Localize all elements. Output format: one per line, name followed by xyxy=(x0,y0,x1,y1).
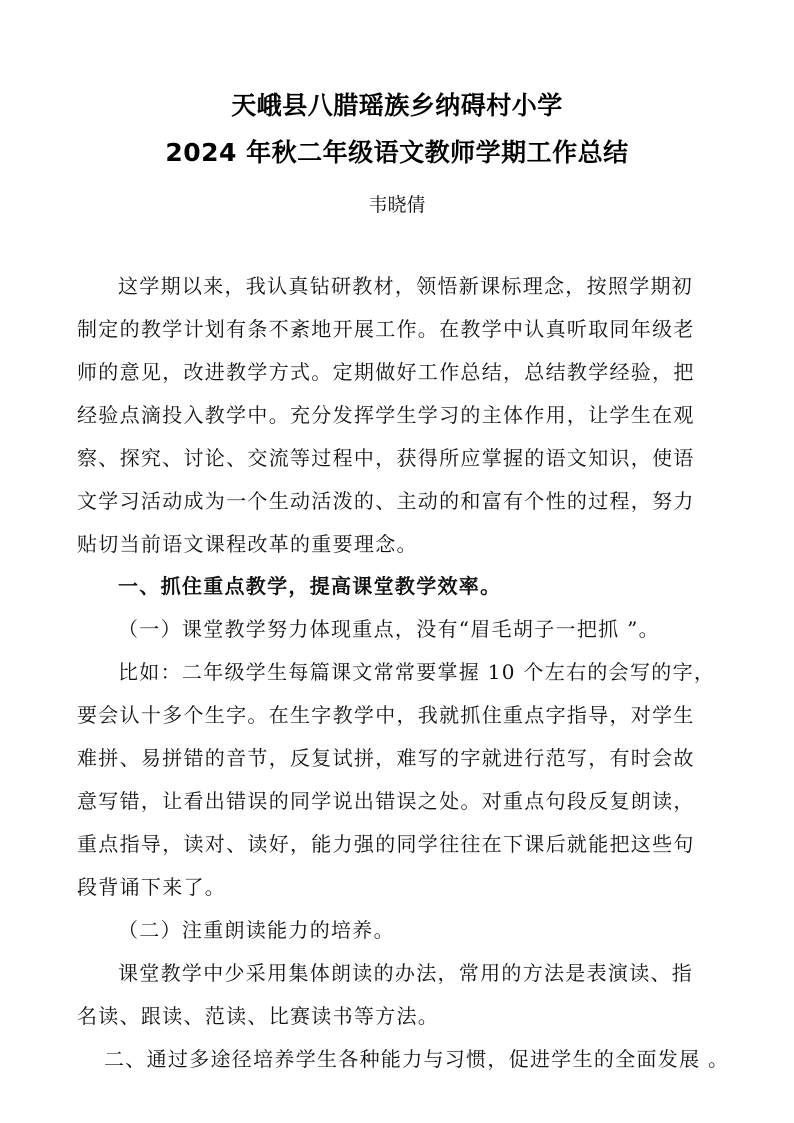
paragraph-line: 要会认十多个生字。在生字教学中，我就抓住重点字指导，对学生 xyxy=(77,703,695,727)
paragraph-line: 比如：二年级学生每篇课文常常要掌握 10 个左右的会写的字， xyxy=(118,660,716,684)
subsection-heading-2: （二）注重朗读能力的培养。 xyxy=(118,918,395,942)
paragraph-line: 意写错，让看出错误的同学说出错误之处。对重点句段反复朗读， xyxy=(77,789,695,813)
paragraph-line: 段背诵下来了。 xyxy=(77,875,227,899)
author-name: 韦晓倩 xyxy=(368,194,426,216)
paragraph-line: 制定的教学计划有条不紊地开展工作。在教学中认真听取同年级老 xyxy=(77,317,695,341)
paragraph-line: 这学期以来，我认真钻研教材，领悟新课标理念，按照学期初 xyxy=(118,274,694,298)
section-heading-1: 一、抓住重点教学，提高课堂教学效率。 xyxy=(118,574,502,598)
school-title: 天峨县八腊瑶族乡纳碍村小学 xyxy=(231,91,563,120)
subsection-heading-1: （一）课堂教学努力体现重点，没有“眉毛胡子一把抓 ”。 xyxy=(118,617,660,641)
paragraph-line: 难拼、易拼错的音节，反复试拼，难写的字就进行范写，有时会故 xyxy=(77,746,695,770)
paragraph-line: 文学习活动成为一个生动活泼的、主动的和富有个性的过程，努力 xyxy=(77,489,695,513)
report-title: 2024 年秋二年级语文教师学期工作总结 xyxy=(165,138,629,167)
paragraph-line: 课堂教学中少采用集体朗读的办法，常用的方法是表演读、指 xyxy=(118,961,694,985)
paragraph-line: 察、探究、讨论、交流等过程中，获得所应掌握的语文知识，使语 xyxy=(77,446,695,470)
paragraph-line: 贴切当前语文课程改革的重要理念。 xyxy=(77,532,418,556)
section-heading-2: 二、通过多途径培养学生各种能力与习惯，促进学生的全面发展 。 xyxy=(104,1047,730,1071)
paragraph-line: 师的意见，改进教学方式。定期做好工作总结，总结教学经验，把 xyxy=(77,360,695,384)
paragraph-line: 经验点滴投入教学中。充分发挥学生学习的主体作用，让学生在观 xyxy=(77,403,695,427)
paragraph-line: 重点指导，读对、读好，能力强的同学往往在下课后就能把这些句 xyxy=(77,832,695,856)
paragraph-line: 名读、跟读、范读、比赛读书等方法。 xyxy=(77,1004,440,1028)
